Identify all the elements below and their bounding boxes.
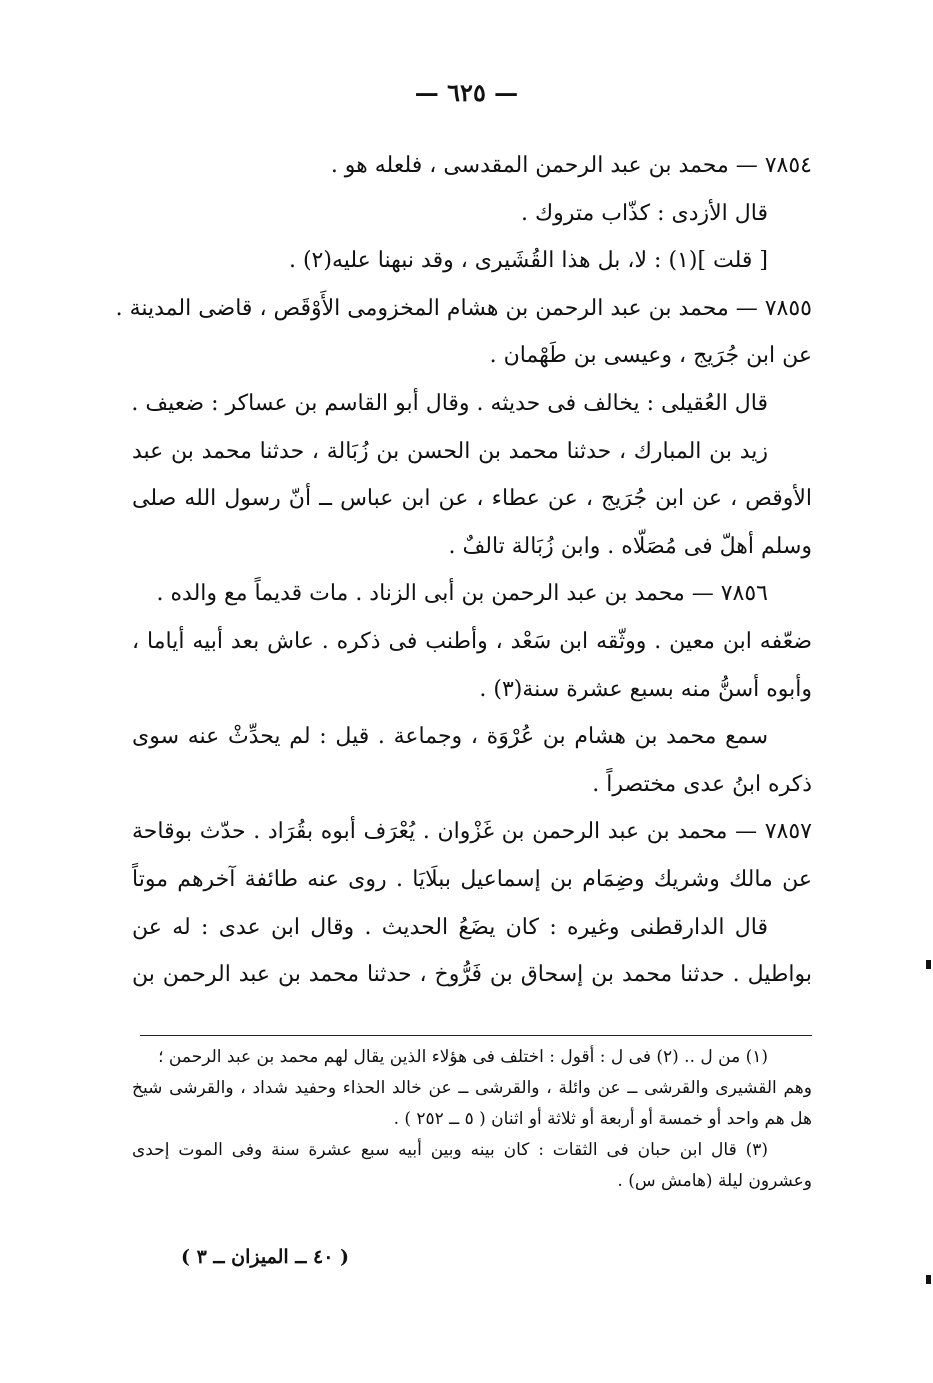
text-line: ذكره ابنُ عدى مختصراً . — [592, 771, 812, 797]
footnote-line: وعشرون ليلة (هامش س) . — [617, 1171, 812, 1191]
margin-mark — [926, 960, 931, 969]
footnote-line: وهم القشيرى والقرشى ــ عن وائلة ، والقرشى ــ عن خالد الحذاء وحفيد شداد ، والقرشى شيخ — [132, 1078, 812, 1098]
text-line: عن مالك وشريك وضِمَام بن إسماعيل ببلَايَا . روى عنه طائفة آخرهم موتاً — [132, 866, 812, 892]
margin-mark — [926, 1275, 931, 1284]
body-text — [115, 142, 812, 999]
text-line: قال الأزدى : كذّاب متروك . — [520, 200, 768, 226]
page-number: — ٦٢٥ — — [414, 78, 519, 107]
footnote-divider — [140, 1035, 812, 1036]
text-line: ضعّفه ابن معين . ووثّقه ابن سَعْد ، وأطنب فى ذكره . عاش بعد أبيه أياما ، — [132, 628, 812, 654]
footnote-line: (١) من ل .. (٢) فى ل : أقول : اختلف فى هؤلاء الذين يقال لهم محمد بن عبد الرحمن ؛ — [158, 1047, 768, 1067]
text-line: وسلم أهلّ فى مُصَلّاه . وابن زُبَالة تالفٌ . — [448, 533, 812, 559]
text-line: الأوقص ، عن ابن جُرَيج ، عن عطاء ، عن ابن عباس ــ أنّ رسول الله صلى — [132, 486, 812, 512]
text-line: سمع محمد بن هشام بن عُرْوَة ، وجماعة . قيل : لم يحدِّثْ عنه سوى — [132, 724, 768, 750]
footnotes — [132, 1042, 812, 1197]
text-line: [ قلت ](١) : لا، بل هذا القُشَيرى ، وقد نبهنا عليه(٢) . — [288, 248, 768, 274]
text-line: وأبوه أسنُّ منه بسبع عشرة سنة(٣) . — [479, 676, 812, 702]
footnote-line: هل هم واحد أو خمسة أو أربعة أو ثلاثة أو اثنان ( ٥ ــ ٢٥٢ ) . — [393, 1109, 812, 1129]
footnote-line: (٣) قال ابن حبان فى الثقات : كان بينه وبين أبيه سبع عشرة سنة وفى الموت إحدى — [132, 1140, 768, 1160]
text-line: قال العُقيلى : يخالف فى حديثه . وقال أبو القاسم بن عساكر : ضعيف . — [131, 390, 768, 416]
entry-7854-line: ٧٨٥٤ — محمد بن عبد الرحمن المقدسى ، فلعله هو . — [330, 153, 812, 178]
text-line: قال الدارقطنى وغيره : كان يضَعُ الحديث . وقال ابن عدى : له عن — [132, 914, 768, 940]
printer-signature: ( ٤٠ ــ الميزان ــ ٣ ) — [180, 1246, 350, 1268]
text-line: عن ابن جُرَيج ، وعيسى بن طَهْمان . — [489, 343, 812, 369]
entry-7855-line: ٧٨٥٥ — محمد بن عبد الرحمن بن هشام المخزومى الأَوْقَص ، قاضى المدينة . — [115, 295, 812, 321]
entry-7856-line: ٧٨٥٦ — محمد بن عبد الرحمن بن أبى الزناد . مات قديماً مع والده . — [156, 581, 768, 607]
text-line: بواطيل . حدثنا محمد بن إسحاق بن فَرُّوخ ، حدثنا محمد بن عبد الرحمن بن — [132, 962, 812, 988]
text-line: زيد بن المبارك ، حدثنا محمد بن الحسن بن زُبَالة ، حدثنا محمد بن عبد — [132, 438, 768, 464]
entry-7857-line: ٧٨٥٧ — محمد بن عبد الرحمن بن غَزْوان . يُعْرَف أبوه بقُرَاد . حدّث بوقاحة — [132, 819, 812, 845]
